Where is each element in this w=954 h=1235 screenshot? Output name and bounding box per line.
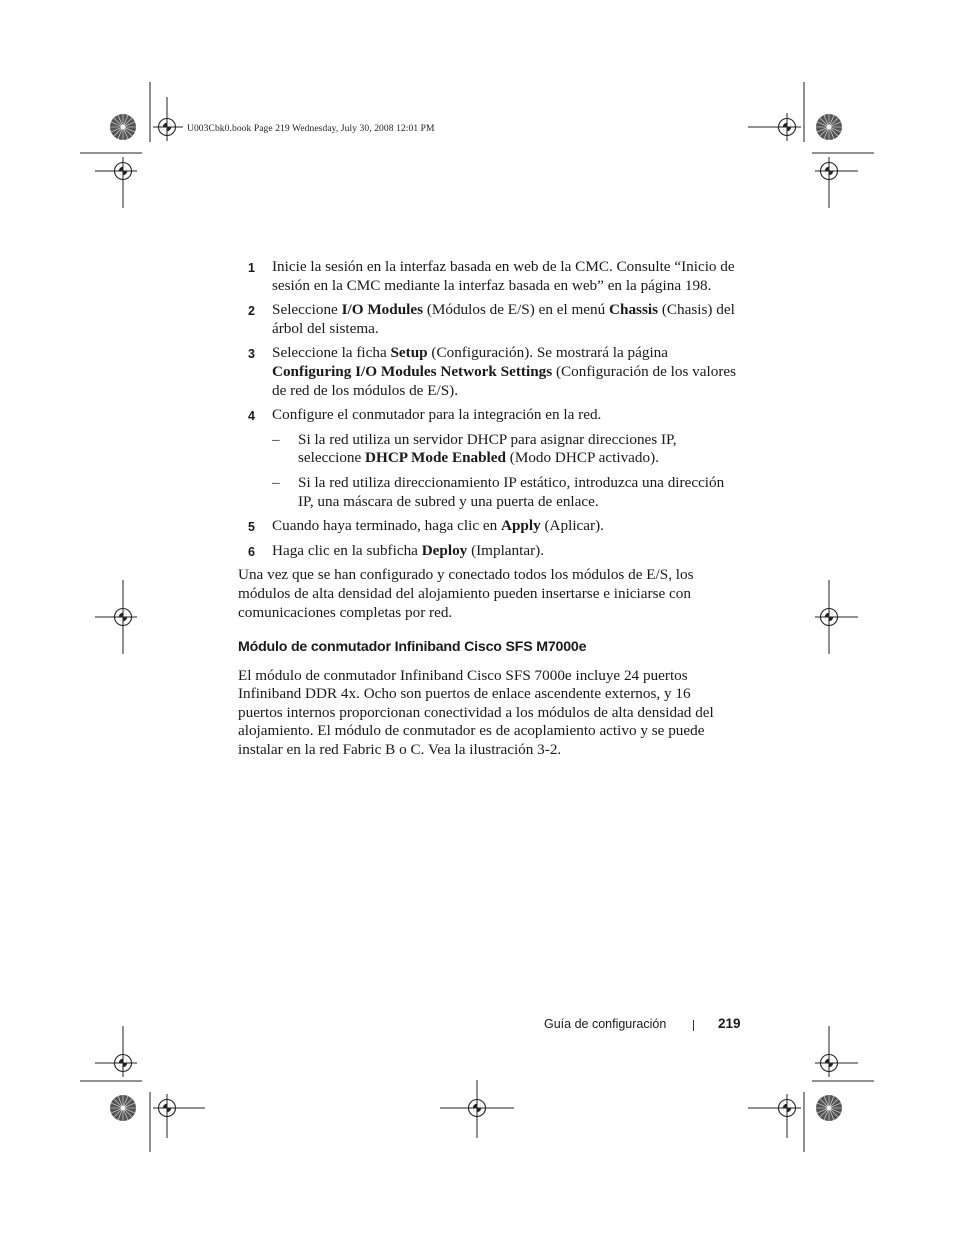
step-text: (Modo DHCP activado). <box>505 449 659 467</box>
page-body <box>238 258 738 760</box>
step-text: Cuando haya terminado, haga clic en <box>272 517 501 535</box>
bullet-dash: – <box>272 473 280 491</box>
body-paragraph-2: El módulo de conmutador Infiniband Cisco SFS 7000e incluye 24 puertos Infiniband DDR 4x. Ocho son puertos de enlace ascendente externos, y 16 puertos internos proporcionan conectividad a los módulos de alta densidad del alojamiento. El módulo de conmutador es de acoplamiento activo y se puede instalar en la red Fabric B o C. Vea la ilustración 3-2. <box>238 666 714 759</box>
step-text: (Módulos de E/S) en el menú <box>423 301 610 319</box>
step-text: (Configuración). Se mostrará la página <box>427 344 669 362</box>
ui-term: Apply <box>501 517 541 535</box>
step-text: Seleccione <box>272 301 342 319</box>
ui-term: Configuring I/O Modules Network Settings <box>272 362 553 380</box>
step-text: Haga clic en la subficha <box>272 541 422 559</box>
step-text: Si la red utiliza un servidor DHCP para asignar direcciones IP, seleccione <box>298 430 677 467</box>
step-text: Seleccione la ficha <box>272 344 391 362</box>
step-item <box>238 258 738 295</box>
step-text: Configure el conmutador para la integración en la red. <box>272 406 602 424</box>
step-number: 1 <box>248 261 255 275</box>
sub-bullet <box>238 474 738 511</box>
sub-bullet <box>238 431 738 468</box>
ui-term: Deploy <box>421 541 468 559</box>
step-number: 5 <box>248 520 255 535</box>
ui-term: Chassis <box>609 301 659 319</box>
step-text: (Aplicar). <box>540 517 604 535</box>
step-text: (Configuración de los valores de red de los módulos de E/S). <box>272 362 737 399</box>
step-number: 2 <box>248 304 255 319</box>
step-text: (Implantar). <box>467 541 545 559</box>
print-slug-line: U003Cbk0.book Page 219 Wednesday, July 30, 2008 12:01 PM <box>187 124 435 134</box>
step-number: 6 <box>248 544 255 559</box>
step-item <box>238 542 738 561</box>
step-item <box>238 406 738 425</box>
step-text: Inicie la sesión en la interfaz basada en web de la CMC. Consulte “Inicio de sesión en la CMC mediante la interfaz basada en web” en la página 198. <box>272 258 735 294</box>
footer-book-title: Guía de configuración <box>544 1017 667 1031</box>
step-text: Si la red utiliza direccionamiento IP estático, introduzca una dirección IP, una máscara de subred y una puerta de enlace. <box>298 473 725 510</box>
ui-term: I/O Modules <box>341 301 424 319</box>
ui-term: Setup <box>390 344 428 362</box>
step-number: 3 <box>248 347 255 362</box>
bullet-dash: – <box>272 430 280 448</box>
page-number: 219 <box>718 1016 741 1031</box>
step-item <box>238 344 738 400</box>
ui-term: DHCP Mode Enabled <box>365 449 506 467</box>
step-item <box>238 301 738 338</box>
footer-separator <box>693 1020 694 1031</box>
procedure-steps <box>238 258 738 560</box>
step-item <box>238 517 738 536</box>
section-heading: Módulo de conmutador Infiniband Cisco SFS M7000e <box>238 639 587 656</box>
step-text: (Chasis) del árbol del sistema. <box>272 301 735 337</box>
step-number: 4 <box>248 409 255 424</box>
body-paragraph-1: Una vez que se han configurado y conectado todos los módulos de E/S, los módulos de alta densidad del alojamiento pueden insertarse e iniciarse con comunicaciones completas por red. <box>238 566 694 621</box>
